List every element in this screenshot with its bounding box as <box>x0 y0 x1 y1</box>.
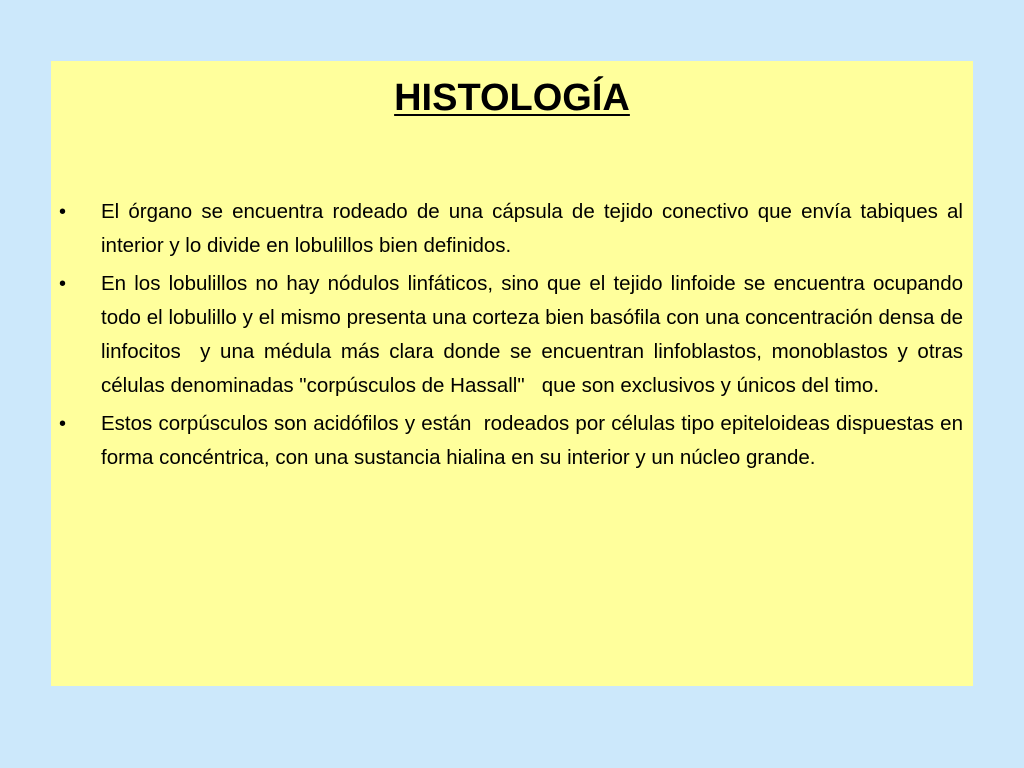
list-item <box>59 407 969 475</box>
bullet-text: El órgano se encuentra rodeado de una cápsula de tejido conectivo que envía tabiques al interior y lo divide en lobulillos bien definidos. <box>101 200 969 257</box>
bullet-dot-icon: • <box>59 413 67 435</box>
bullet-text: Estos corpúsculos son acidófilos y están rodeados por células tipo epiteloideas dispuestas en forma concéntrica, con una sustancia hialina en su interior y un núcleo grande. <box>101 412 969 469</box>
bullet-text: En los lobulillos no hay nódulos linfáticos, sino que el tejido linfoide se encuentra ocupando todo el lobulillo y el mismo presenta una corteza bien basófila con una concentración densa de linfocitos y una médula más clara donde se encuentran linfoblastos, monoblastos y otras células denominadas "corpúsculos de Hassall" que son exclusivos y únicos del timo. <box>101 272 969 397</box>
slide-title: HISTOLOGÍA <box>394 77 630 119</box>
list-item <box>59 195 969 263</box>
bullet-list <box>59 195 969 479</box>
bullet-dot-icon: • <box>59 273 67 295</box>
bullet-dot-icon: • <box>59 201 67 223</box>
list-item <box>59 267 969 403</box>
